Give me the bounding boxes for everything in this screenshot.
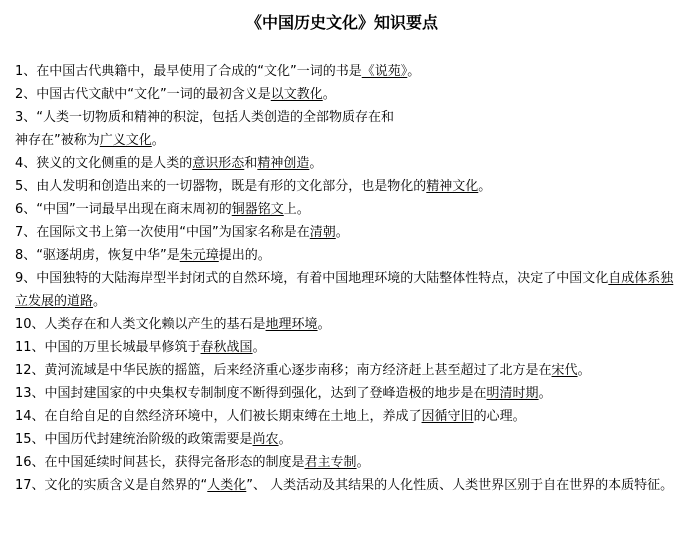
answer-text: 精神文化 [426,179,479,194]
knowledge-item [15,267,675,313]
item-text: 12、黄河流域是中华民族的摇篮，后来经济重心逐步南移；南方经济赶上甚至超过了北方是在 [15,363,552,378]
item-text: 。 [317,317,331,332]
item-text: 。 [356,455,370,470]
knowledge-item [15,244,675,267]
answer-text: 人类化 [207,478,247,493]
knowledge-item [15,405,675,428]
item-text: 。 [252,340,266,355]
answer-text: 清朝 [309,225,336,240]
item-text: 。 [151,133,165,148]
item-text: 和 [244,156,258,171]
knowledge-item [15,198,675,221]
item-text: 3、“人类一切物质和精神的积淀，包括人类创造的全部物质存在和 [15,110,395,125]
answer-text: 地理环境 [265,317,318,332]
knowledge-item [15,336,675,359]
item-text: 7、在国际文书上第一次使用“中国”为国家名称是在 [15,225,310,240]
knowledge-item [15,83,675,106]
answer-text: 《说苑》 [361,64,408,79]
item-text: ”、 人类活动及其结果的人化性质、人类世界区别于自在世界的本质特征。 [246,478,674,493]
item-text: 。 [278,432,292,447]
item-text: 9、中国独特的大陆海岸型半封闭式的自然环境，有着中国地理环境的大陆整体性特点，决定了中国文化 [15,271,609,286]
document-title: 《中国历史文化》知识要点 [245,13,438,32]
knowledge-item [15,428,675,451]
answer-text: 春秋战国 [200,340,253,355]
item-text: 。 [407,64,421,79]
item-text: 。 [538,386,552,401]
answer-text: 自成体系独立发展的道路 [15,271,674,309]
item-text: 。 [478,179,492,194]
answer-text: 明清时期 [486,386,539,401]
knowledge-item [15,382,675,405]
knowledge-item [15,451,675,474]
item-text: 。 [322,87,336,102]
answer-text: 铜器铭文 [231,202,284,217]
knowledge-item [15,359,675,382]
item-text: 13、中国封建国家的中央集权专制制度不断得到强化，达到了登峰造极的地步是在 [15,386,487,401]
knowledge-item [15,175,675,198]
answer-text: 以文教化 [270,87,323,102]
item-text: 10、人类存在和人类文化赖以产生的基石是 [15,317,266,332]
answer-text: 朱元璋 [179,248,219,263]
item-text: 8、“驱逐胡虏，恢复中华”是 [15,248,180,263]
item-text: 5、由人发明和创造出来的一切器物，既是有形的文化部分，也是物化的 [15,179,427,194]
answer-text: 因循守旧 [421,409,474,424]
item-text: 1、在中国古代典籍中，最早使用了合成的“文化”一词的书是 [15,64,362,79]
knowledge-item [15,474,675,497]
item-text: 16、在中国延续时间甚长，获得完备形态的制度是 [15,455,305,470]
item-text: 6、“中国”一词最早出现在商末周初的 [15,202,232,217]
answer-text: 广义文化 [99,133,152,148]
knowledge-list [15,60,675,497]
knowledge-item [15,60,675,83]
item-text: 提出的。 [218,248,271,263]
answer-text: 尚农 [252,432,279,447]
answer-text: 宋代 [551,363,578,378]
item-text: 。 [309,156,323,171]
item-text: 4、狭义的文化侧重的是人类的 [15,156,193,171]
item-text: 2、中国古代文献中“文化”一词的最初含义是 [15,87,271,102]
item-text: 11、中国的万里长城最早修筑于 [15,340,201,355]
item-text: 神存在”被称为 [15,133,100,148]
knowledge-item [15,313,675,336]
item-text: 15、中国历代封建统治阶级的政策需要是 [15,432,253,447]
answer-text: 君主专制 [304,455,357,470]
item-text: 上。 [283,202,310,217]
item-text: 14、在自给自足的自然经济环境中，人们被长期束缚在土地上，养成了 [15,409,422,424]
item-text: 17、文化的实质含义是自然界的“ [15,478,208,493]
answer-text: 精神创造 [257,156,310,171]
knowledge-item [15,106,675,152]
knowledge-item [15,152,675,175]
item-text: 。 [335,225,349,240]
item-text: 。 [577,363,591,378]
answer-text: 意识形态 [192,156,245,171]
knowledge-item [15,221,675,244]
item-text: 。 [93,294,107,309]
item-text: 的心理。 [473,409,526,424]
